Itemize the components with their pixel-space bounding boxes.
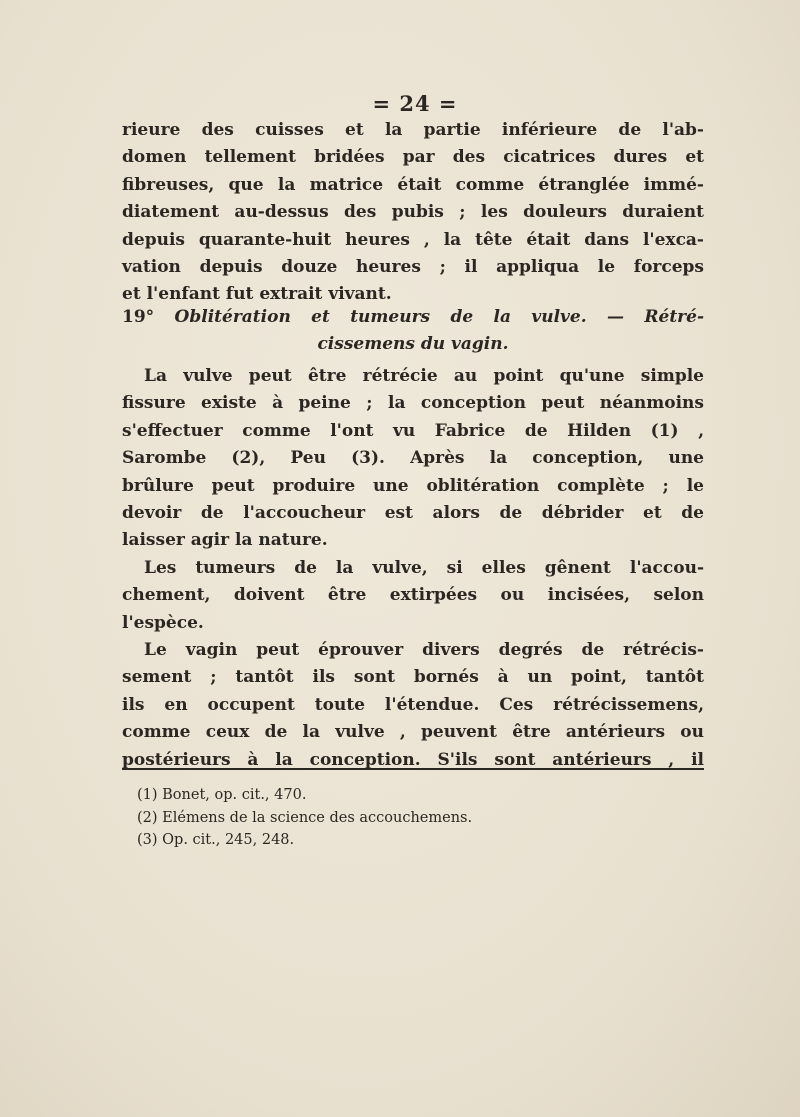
paragraph-vulve (122, 363, 704, 555)
footnote-3: (3) Op. cit., 245, 248. (137, 832, 295, 848)
text-line: et l'enfant fut extrait vivant. (122, 284, 392, 305)
text-line: rieure des cuisses et la partie inférieure de l'ab- (122, 120, 704, 140)
page-number: = 24 = (372, 91, 458, 116)
heading-title-part-2: cissemens du vagin. (317, 334, 509, 355)
text-line: l'espèce. (122, 612, 204, 633)
text-line: fibreuses, que la matrice était comme étranglée immé- (122, 174, 704, 195)
footnotes (137, 784, 472, 852)
text-line: ils en occupent toute l'étendue. Ces rétrécissemens, (122, 694, 704, 715)
footnote-2: (2) Elémens de la science des accouchemens. (137, 809, 473, 826)
footnote-1: (1) Bonet, op. cit., 470. (137, 787, 307, 803)
paragraph-continued (122, 117, 704, 309)
text-line: s'effectuer comme l'ont vu Fabrice de Hilden (1) , (122, 420, 704, 441)
text-line: postérieurs à la conception. S'ils sont antérieurs , il (122, 749, 704, 770)
text-line: devoir de l'accoucheur est alors de débrider et de (122, 503, 704, 524)
text-line: Le vagin peut éprouver divers degrés de rétrécis- (144, 640, 704, 660)
paragraph-tumeurs (122, 555, 704, 637)
text-line: comme ceux de la vulve , peuvent être antérieurs ou (122, 722, 704, 743)
text-line: domen tellement bridées par des cicatrices dures et (122, 147, 704, 168)
heading-title-part-1: Oblitération et tumeurs de la vulve. — Rétré- (174, 307, 705, 327)
footnote-divider (122, 768, 704, 770)
text-line: brûlure peut produire une oblitération complète ; le (122, 475, 704, 496)
text-line: diatement au-dessus des pubis ; les douleurs duraient (122, 202, 704, 223)
text-line: laisser agir la nature. (122, 530, 328, 551)
text-line: vation depuis douze heures ; il appliqua le forceps (122, 257, 704, 278)
text-line: Les tumeurs de la vulve, si elles gênent l'accou- (144, 558, 704, 578)
heading-number: 19° (122, 307, 155, 327)
text-line: La vulve peut être rétrécie au point qu'une simple (144, 366, 704, 386)
text-line: sement ; tantôt ils sont bornés à un point, tantôt (122, 667, 704, 688)
text-line: depuis quarante-huit heures , la tête était dans l'exca- (122, 229, 704, 250)
section-heading (122, 304, 704, 359)
paragraph-vagin (122, 637, 704, 774)
heading-line-1 (122, 304, 704, 331)
text-line: fissure existe à peine ; la conception peut néanmoins (122, 393, 704, 414)
text-line: Sarombe (2), Peu (3). Après la conception, une (122, 448, 704, 469)
text-line: chement, doivent être extirpées ou incisées, selon (122, 585, 704, 606)
